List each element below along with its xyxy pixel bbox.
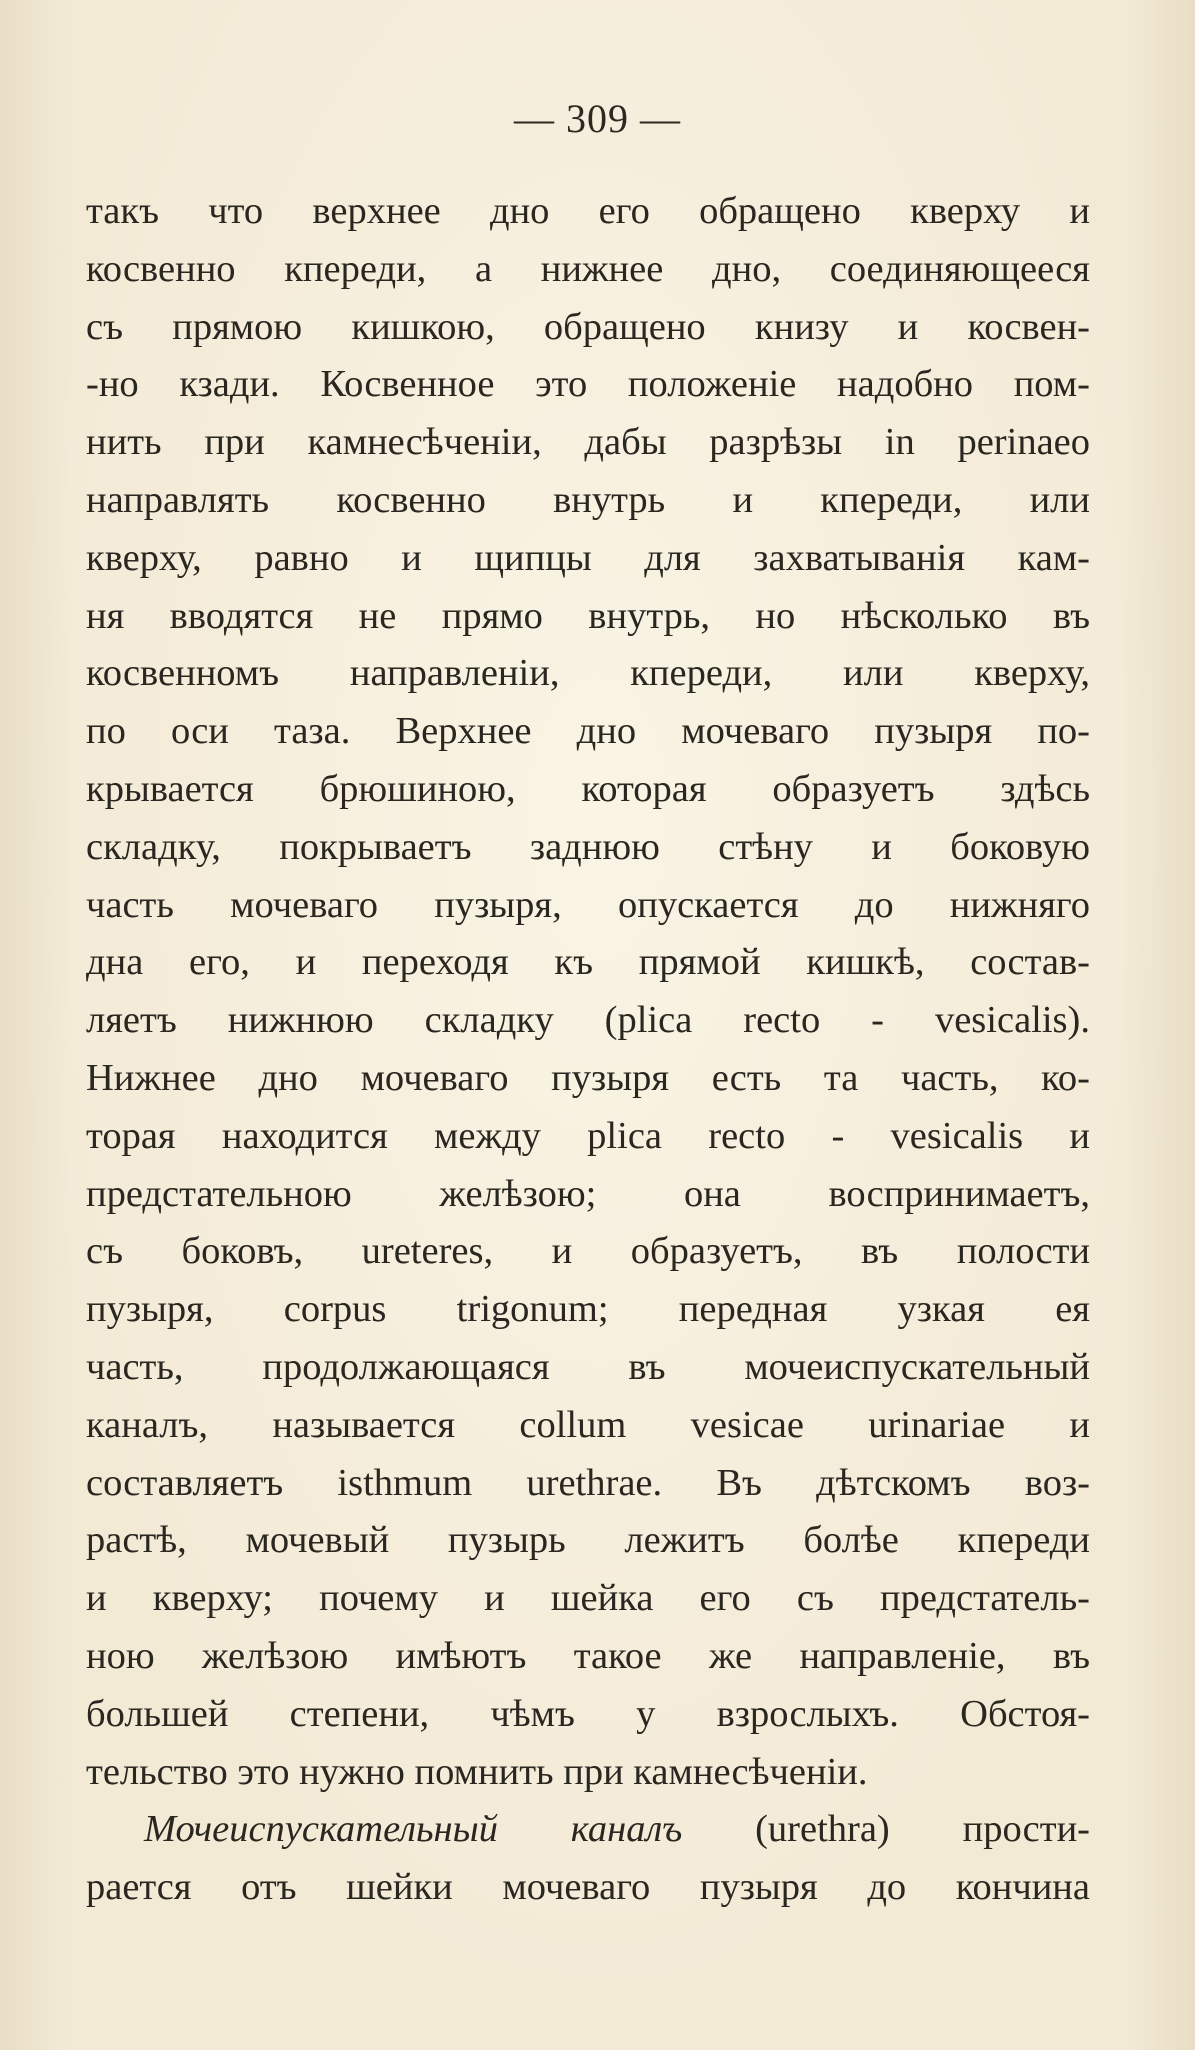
text-line: нить при камнесѣченіи, дабы разрѣзы in perinaeo [86,421,1090,464]
text-line: по оси таза. Верхнее дно мочеваго пузыря по- [86,710,1090,753]
paragraph-start-line [86,1801,1090,1859]
paragraph-text: (urethra) прости- [682,1808,1090,1851]
text-line: дна его, и переходя къ прямой кишкѣ, состав- [86,941,1090,984]
text-line: часть мочеваго пузыря, опускается до нижняго [86,883,1090,926]
text-line: кверху, равно и щипцы для захватыванія кам- [86,536,1090,579]
text-line: крывается брюшиною, которая образуетъ здѣсь [86,767,1090,810]
text-line: такъ что верхнее дно его обращено кверху и [86,190,1090,232]
text-line: каналъ, называется collum vesicae urinariae и [86,1403,1090,1446]
text-line: и кверху; почему и шейка его съ предстатель- [86,1577,1090,1620]
text-line: пузыря, corpus trigonum; передная узкая ея [86,1288,1090,1331]
text-line: большей степени, чѣмъ у взрослыхъ. Обстоя- [86,1692,1090,1735]
text-line: часть, продолжающаяся въ мочеиспускательный [86,1345,1090,1388]
text-line: составляетъ isthmum urethrae. Въ дѣтскомъ воз- [86,1461,1090,1504]
text-line: предстательною желѣзою; она воспринимаетъ, [86,1172,1090,1215]
text-line: ляетъ нижнюю складку (plica recto - vesicalis). [86,999,1090,1042]
text-line: косвенномъ направленіи, кпереди, или кверху, [86,652,1090,695]
text-line: -но кзади. Косвенное это положеніе надобно пом- [86,363,1090,406]
text-line: съ боковъ, ureteres, и образуетъ, въ полости [86,1230,1090,1273]
text-line: ня вводятся не прямо внутрь, но нѣсколько въ [86,594,1090,637]
text-line: рается отъ шейки мочеваго пузыря до кончина [86,1866,1090,1909]
text-line: Нижнее дно мочеваго пузыря есть та часть, ко- [86,1056,1090,1099]
text-line: растѣ, мочевый пузырь лежитъ болѣе кпереди [86,1519,1090,1562]
text-line: ною желѣзою имѣютъ такое же направленіе, въ [86,1634,1090,1677]
page-number: — 309 — [514,96,681,141]
text-line: торая находится между plica recto - vesicalis и [86,1114,1090,1157]
text-line: косвенно кпереди, а нижнее дно, соединяющееся [86,247,1090,290]
text-line: направлять косвенно внутрь и кпереди, или [86,478,1090,521]
text-line: съ прямою кишкою, обращено книзу и косвен- [86,305,1090,348]
text-line: тельство это нужно помнить при камнесѣченіи. [86,1750,868,1793]
text-line: складку, покрываетъ заднюю стѣну и боковую [86,825,1090,868]
body-text [86,183,1090,1917]
italic-term: Мочеиспускательный каналъ [144,1808,683,1851]
